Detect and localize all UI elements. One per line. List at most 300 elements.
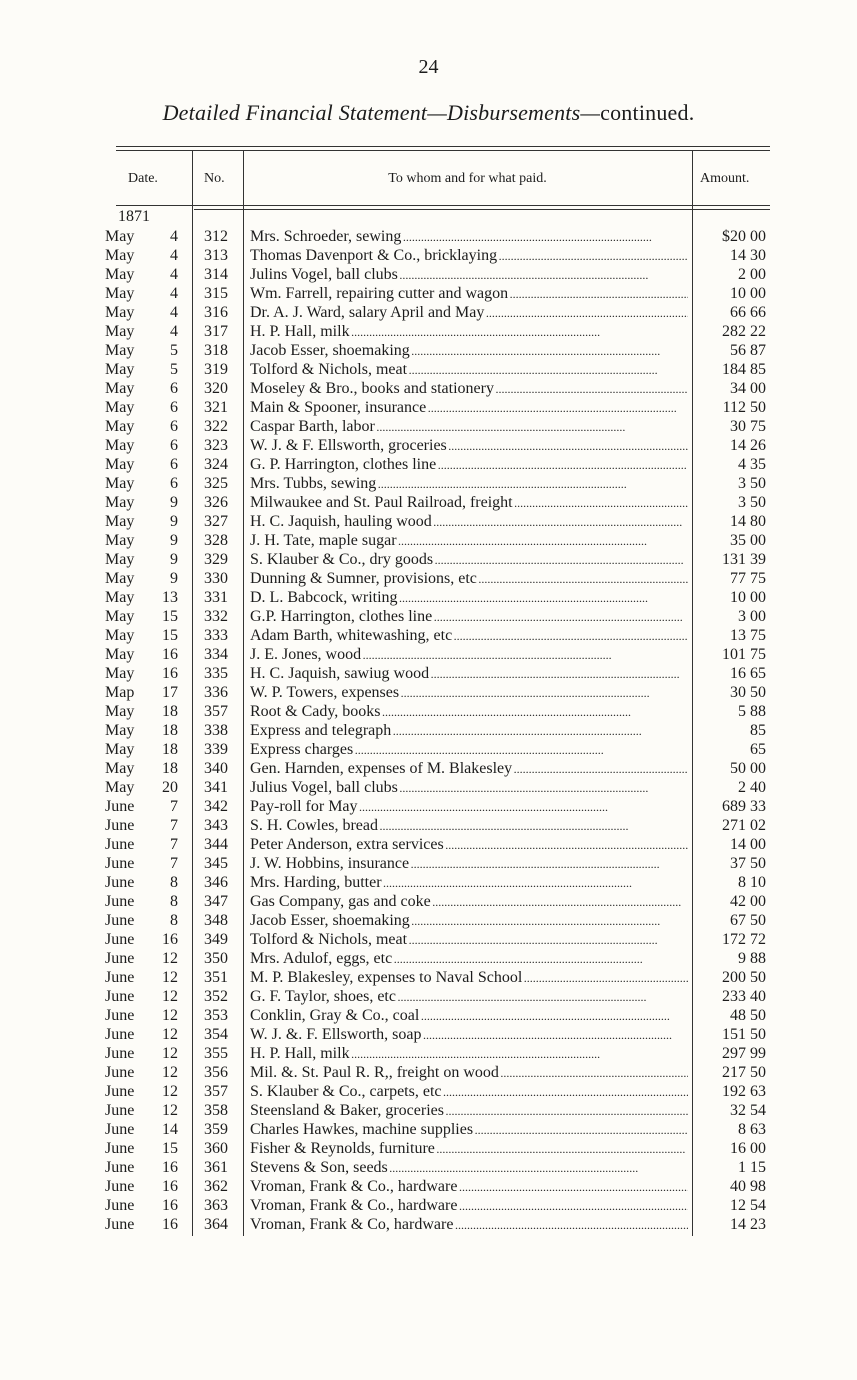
row-amount-cents: 50	[750, 475, 766, 492]
row-day: 8	[170, 874, 178, 891]
row-month: May	[105, 627, 135, 644]
header-number: No.	[204, 171, 225, 186]
row-number: 327	[204, 513, 228, 530]
row-amount-dollars: 101	[722, 646, 746, 663]
row-description: Jacob Esser, shoemaking . . .	[250, 341, 688, 361]
row-amount-cents: 50	[750, 399, 766, 416]
row-description: Thomas Davenport & Co., bricklaying . . .	[250, 246, 688, 266]
row-day: 7	[170, 817, 178, 834]
row-amount-cents: 98	[750, 1178, 766, 1195]
row-month: May	[105, 722, 135, 739]
row-number: 334	[204, 646, 228, 663]
row-amount-cents: 63	[750, 1083, 766, 1100]
row-amount-dollars: 8	[738, 1121, 746, 1138]
row-description: Mrs. Adulof, eggs, etc . . .	[250, 949, 688, 969]
row-amount-cents: 00	[750, 1140, 766, 1157]
row-day: 9	[170, 494, 178, 511]
row-number: 324	[204, 456, 228, 473]
row-amount-dollars: 271	[722, 817, 746, 834]
row-month: June	[105, 1216, 135, 1233]
title-italic: Detailed Financial Statement—Disbursements—	[162, 100, 601, 125]
table-row	[0, 360, 857, 379]
table-row	[0, 512, 857, 531]
row-number: 346	[204, 874, 228, 891]
row-day: 7	[170, 836, 178, 853]
row-amount-cents: 23	[750, 1216, 766, 1233]
row-number: 315	[204, 285, 228, 302]
header-description: To whom and for what paid.	[388, 171, 547, 186]
row-day: 8	[170, 893, 178, 910]
table-row	[0, 588, 857, 607]
row-month: May	[105, 342, 135, 359]
row-day: 12	[162, 1026, 178, 1043]
row-day: 6	[170, 456, 178, 473]
table-row	[0, 436, 857, 455]
row-description: H. P. Hall, milk . . .	[250, 1044, 688, 1064]
row-description: Dr. A. J. Ward, salary April and May . . .	[250, 303, 688, 323]
row-amount-cents: 75	[750, 418, 766, 435]
row-day: 12	[162, 1064, 178, 1081]
row-description: G.P. Harrington, clothes line . . .	[250, 607, 688, 627]
row-amount-dollars: 30	[730, 684, 746, 701]
row-month: June	[105, 817, 135, 834]
row-month: June	[105, 1178, 135, 1195]
row-number: 343	[204, 817, 228, 834]
row-amount-cents: 75	[750, 570, 766, 587]
row-amount-dollars: 217	[722, 1064, 746, 1081]
row-month: May	[105, 513, 135, 530]
table-row	[0, 664, 857, 683]
table-row	[0, 1082, 857, 1101]
row-day: 8	[170, 912, 178, 929]
row-amount-cents: 50	[750, 855, 766, 872]
row-description: Wm. Farrell, repairing cutter and wagon . . .	[250, 284, 688, 304]
row-amount-dollars: 151	[722, 1026, 746, 1043]
row-amount-dollars: 37	[730, 855, 746, 872]
row-month: June	[105, 1197, 135, 1214]
row-number: 320	[204, 380, 228, 397]
page-number: 24	[418, 56, 439, 78]
row-description: Steensland & Baker, groceries . . .	[250, 1101, 688, 1121]
row-number: 323	[204, 437, 228, 454]
row-number: 347	[204, 893, 228, 910]
row-amount-cents: 00	[750, 532, 766, 549]
row-number: 332	[204, 608, 228, 625]
row-amount-dollars: 10	[730, 285, 746, 302]
row-day: 18	[162, 741, 178, 758]
row-day: 5	[170, 342, 178, 359]
row-day: 9	[170, 513, 178, 530]
row-day: 12	[162, 1102, 178, 1119]
header-rule	[116, 205, 770, 206]
table-row	[0, 873, 857, 892]
row-month: June	[105, 1045, 135, 1062]
row-description: J. E. Jones, wood . . .	[250, 645, 688, 665]
row-month: June	[105, 1083, 135, 1100]
row-description: Jacob Esser, shoemaking . . .	[250, 911, 688, 931]
table-row	[0, 246, 857, 265]
table-row	[0, 892, 857, 911]
row-day: 18	[162, 760, 178, 777]
row-amount-cents: 40	[750, 988, 766, 1005]
table-row	[0, 1063, 857, 1082]
row-number: 354	[204, 1026, 228, 1043]
table-row	[0, 702, 857, 721]
row-month: June	[105, 1102, 135, 1119]
row-amount-dollars: 32	[730, 1102, 746, 1119]
table-row	[0, 987, 857, 1006]
row-amount-cents: 75	[750, 646, 766, 663]
row-day: 9	[170, 570, 178, 587]
row-amount-cents: 65	[750, 665, 766, 682]
table-row	[0, 322, 857, 341]
row-month: May	[105, 532, 135, 549]
row-amount-cents: 10	[750, 874, 766, 891]
row-amount-cents: 00	[750, 608, 766, 625]
row-amount-dollars: 42	[730, 893, 746, 910]
table-row	[0, 740, 857, 759]
row-month: June	[105, 1064, 135, 1081]
row-month: June	[105, 1140, 135, 1157]
row-number: 322	[204, 418, 228, 435]
row-month: May	[105, 228, 135, 245]
row-number: 312	[204, 228, 228, 245]
row-amount-cents: 72	[750, 931, 766, 948]
row-number: 319	[204, 361, 228, 378]
page-title	[0, 100, 857, 126]
row-amount-dollars: 3	[738, 475, 746, 492]
row-number: 363	[204, 1197, 228, 1214]
row-description: J. W. Hobbins, insurance . . .	[250, 854, 688, 874]
row-day: 12	[162, 1083, 178, 1100]
row-day: 18	[162, 722, 178, 739]
row-amount-dollars: 233	[722, 988, 746, 1005]
row-month: May	[105, 361, 135, 378]
table-row	[0, 835, 857, 854]
row-day: 15	[162, 608, 178, 625]
row-day: 4	[170, 228, 178, 245]
row-amount-dollars: 200	[722, 969, 746, 986]
row-day: 4	[170, 304, 178, 321]
row-description: Gen. Harnden, expenses of M. Blakesley . . .	[250, 759, 688, 779]
row-amount-dollars: 48	[730, 1007, 746, 1024]
row-amount-dollars: 14	[730, 247, 746, 264]
header-rule-2	[194, 209, 770, 210]
row-number: 357	[204, 703, 228, 720]
row-amount-dollars: 131	[722, 551, 746, 568]
row-description: Vroman, Frank & Co., hardware . . .	[250, 1196, 688, 1216]
row-description: Julius Vogel, ball clubs . . .	[250, 778, 688, 798]
row-description: Mil. &. St. Paul R. R,, freight on wood . . .	[250, 1063, 688, 1083]
top-rule-2	[116, 150, 770, 151]
row-description: W. J. & F. Ellsworth, groceries . . .	[250, 436, 688, 456]
row-amount-dollars: 297	[722, 1045, 746, 1062]
row-description: Vroman, Frank & Co, hardware . . .	[250, 1215, 688, 1235]
row-day: 12	[162, 1007, 178, 1024]
row-day: 5	[170, 361, 178, 378]
row-description: D. L. Babcock, writing . . .	[250, 588, 688, 608]
row-number: 328	[204, 532, 228, 549]
row-number: 352	[204, 988, 228, 1005]
row-month: June	[105, 855, 135, 872]
table-row	[0, 1177, 857, 1196]
row-day: 4	[170, 266, 178, 283]
row-amount-dollars: 3	[738, 608, 746, 625]
row-number: 314	[204, 266, 228, 283]
row-amount-dollars: 30	[730, 418, 746, 435]
row-amount-dollars: 67	[730, 912, 746, 929]
table-row	[0, 626, 857, 645]
row-description: Milwaukee and St. Paul Railroad, freight . . .	[250, 493, 688, 513]
row-amount-dollars: 14	[730, 513, 746, 530]
row-amount-dollars: 77	[730, 570, 746, 587]
table-row	[0, 721, 857, 740]
table-row	[0, 816, 857, 835]
row-month: May	[105, 399, 135, 416]
table-row	[0, 1101, 857, 1120]
row-description: Mrs. Harding, butter . . .	[250, 873, 688, 893]
row-amount-dollars: 35	[730, 532, 746, 549]
row-description: M. P. Blakesley, expenses to Naval School . . .	[250, 968, 688, 988]
row-amount-cents: 65	[750, 741, 766, 758]
row-description: S. Klauber & Co., dry goods . . .	[250, 550, 688, 570]
row-amount-dollars: 2	[738, 779, 746, 796]
disbursement-rows	[0, 227, 857, 1234]
row-month: May	[105, 703, 135, 720]
table-row	[0, 949, 857, 968]
table-row	[0, 683, 857, 702]
row-month: May	[105, 608, 135, 625]
row-description: J. H. Tate, maple sugar . . .	[250, 531, 688, 551]
row-amount-dollars: $20	[722, 228, 746, 245]
row-day: 16	[162, 1197, 178, 1214]
row-number: 351	[204, 969, 228, 986]
row-day: 6	[170, 380, 178, 397]
row-day: 13	[162, 589, 178, 606]
row-amount-cents: 35	[750, 456, 766, 473]
row-number: 339	[204, 741, 228, 758]
row-amount-cents: 54	[750, 1102, 766, 1119]
row-month: May	[105, 779, 135, 796]
row-description: Fisher & Reynolds, furniture . . .	[250, 1139, 688, 1159]
row-month: June	[105, 1007, 135, 1024]
header-amount: Amount.	[700, 171, 750, 186]
row-number: 329	[204, 551, 228, 568]
row-month: May	[105, 304, 135, 321]
row-amount-cents: 85	[750, 722, 766, 739]
row-number: 341	[204, 779, 228, 796]
row-description: Peter Anderson, extra services . . .	[250, 835, 688, 855]
row-number: 317	[204, 323, 228, 340]
row-description: Pay-roll for May . . .	[250, 797, 688, 817]
row-number: 344	[204, 836, 228, 853]
row-amount-cents: 63	[750, 1121, 766, 1138]
table-row	[0, 550, 857, 569]
row-day: 6	[170, 399, 178, 416]
table-row	[0, 759, 857, 778]
row-amount-cents: 22	[750, 323, 766, 340]
row-amount-cents: 80	[750, 513, 766, 530]
row-amount-dollars: 172	[722, 931, 746, 948]
row-amount-cents: 30	[750, 247, 766, 264]
row-amount-dollars: 40	[730, 1178, 746, 1195]
row-amount-cents: 88	[750, 950, 766, 967]
header-date: Date.	[128, 171, 158, 186]
row-amount-dollars: 66	[730, 304, 746, 321]
row-description: Tolford & Nichols, meat . . .	[250, 930, 688, 950]
row-amount-dollars: 34	[730, 380, 746, 397]
row-number: 331	[204, 589, 228, 606]
row-number: 359	[204, 1121, 228, 1138]
row-month: May	[105, 494, 135, 511]
row-number: 355	[204, 1045, 228, 1062]
row-day: 12	[162, 950, 178, 967]
row-amount-dollars: 56	[730, 342, 746, 359]
table-row	[0, 398, 857, 417]
row-amount-dollars: 13	[730, 627, 746, 644]
row-month: May	[105, 475, 135, 492]
row-month: June	[105, 969, 135, 986]
row-number: 362	[204, 1178, 228, 1195]
row-month: May	[105, 551, 135, 568]
row-day: 6	[170, 437, 178, 454]
row-description: Charles Hawkes, machine supplies . . .	[250, 1120, 688, 1140]
row-day: 17	[162, 684, 178, 701]
row-description: H. C. Jaquish, sawiug wood . . .	[250, 664, 688, 684]
row-number: 345	[204, 855, 228, 872]
table-row	[0, 1158, 857, 1177]
row-amount-cents: 50	[750, 494, 766, 511]
table-row	[0, 417, 857, 436]
row-amount-cents: 50	[750, 1026, 766, 1043]
row-number: 349	[204, 931, 228, 948]
row-description: W. J. &. F. Ellsworth, soap . . .	[250, 1025, 688, 1045]
row-description: W. P. Towers, expenses . . .	[250, 683, 688, 703]
row-number: 358	[204, 1102, 228, 1119]
row-number: 326	[204, 494, 228, 511]
row-day: 16	[162, 931, 178, 948]
row-amount-cents: 00	[750, 760, 766, 777]
row-number: 330	[204, 570, 228, 587]
row-amount-dollars: 282	[722, 323, 746, 340]
row-description: Vroman, Frank & Co., hardware . . .	[250, 1177, 688, 1197]
row-description: Express charges . . .	[250, 740, 688, 760]
title-plain: continued.	[600, 100, 695, 125]
table-row	[0, 854, 857, 873]
row-month: May	[105, 437, 135, 454]
row-number: 318	[204, 342, 228, 359]
row-amount-dollars: 1	[738, 1159, 746, 1176]
row-amount-cents: 85	[750, 361, 766, 378]
table-row	[0, 474, 857, 493]
row-description: Mrs. Tubbs, sewing . . .	[250, 474, 688, 494]
row-number: 335	[204, 665, 228, 682]
row-description: Tolford & Nichols, meat . . .	[250, 360, 688, 380]
row-month: May	[105, 646, 135, 663]
table-row	[0, 493, 857, 512]
row-month: June	[105, 836, 135, 853]
row-number: 316	[204, 304, 228, 321]
row-amount-dollars: 9	[738, 950, 746, 967]
year-label: 1871	[118, 208, 150, 225]
row-amount-dollars: 14	[730, 836, 746, 853]
row-number: 350	[204, 950, 228, 967]
row-number: 353	[204, 1007, 228, 1024]
row-amount-cents: 50	[750, 1007, 766, 1024]
table-row	[0, 1044, 857, 1063]
row-month: June	[105, 950, 135, 967]
table-row	[0, 531, 857, 550]
row-day: 15	[162, 1140, 178, 1157]
row-amount-dollars: 10	[730, 589, 746, 606]
row-number: 364	[204, 1216, 228, 1233]
row-amount-dollars: 4	[738, 456, 746, 473]
row-description: G. P. Harrington, clothes line . . .	[250, 455, 688, 475]
row-amount-cents: 50	[750, 912, 766, 929]
row-day: 15	[162, 627, 178, 644]
row-description: S. H. Cowles, bread . . .	[250, 816, 688, 836]
row-day: 14	[162, 1121, 178, 1138]
row-month: June	[105, 1026, 135, 1043]
row-month: June	[105, 988, 135, 1005]
row-number: 361	[204, 1159, 228, 1176]
row-number: 321	[204, 399, 228, 416]
row-amount-dollars: 16	[730, 1140, 746, 1157]
row-month: May	[105, 665, 135, 682]
row-amount-dollars: 8	[738, 874, 746, 891]
row-amount-dollars: 2	[738, 266, 746, 283]
row-month: May	[105, 285, 135, 302]
row-month: June	[105, 912, 135, 929]
row-number: 342	[204, 798, 228, 815]
row-amount-cents: 50	[750, 684, 766, 701]
row-day: 16	[162, 665, 178, 682]
row-day: 16	[162, 646, 178, 663]
row-month: May	[105, 760, 135, 777]
row-number: 340	[204, 760, 228, 777]
row-amount-cents: 26	[750, 437, 766, 454]
table-row	[0, 265, 857, 284]
row-month: May	[105, 570, 135, 587]
row-description: Express and telegraph . . .	[250, 721, 688, 741]
row-amount-dollars: 184	[722, 361, 746, 378]
row-description: Julins Vogel, ball clubs . . .	[250, 265, 688, 285]
row-description: Gas Company, gas and coke . . .	[250, 892, 688, 912]
row-description: Adam Barth, whitewashing, etc . . .	[250, 626, 688, 646]
row-amount-cents: 00	[750, 589, 766, 606]
row-amount-cents: 87	[750, 342, 766, 359]
row-amount-cents: 40	[750, 779, 766, 796]
row-amount-dollars: 16	[730, 665, 746, 682]
row-month: May	[105, 418, 135, 435]
row-amount-dollars: 14	[730, 437, 746, 454]
table-row	[0, 607, 857, 626]
row-month: May	[105, 380, 135, 397]
row-day: 6	[170, 475, 178, 492]
row-amount-dollars: 12	[730, 1197, 746, 1214]
row-amount-cents: 99	[750, 1045, 766, 1062]
row-day: 7	[170, 798, 178, 815]
row-day: 16	[162, 1178, 178, 1195]
row-day: 4	[170, 247, 178, 264]
row-day: 4	[170, 323, 178, 340]
table-row	[0, 455, 857, 474]
row-number: 313	[204, 247, 228, 264]
row-amount-cents: 75	[750, 627, 766, 644]
table-row	[0, 797, 857, 816]
row-day: 16	[162, 1159, 178, 1176]
row-amount-cents: 00	[750, 380, 766, 397]
